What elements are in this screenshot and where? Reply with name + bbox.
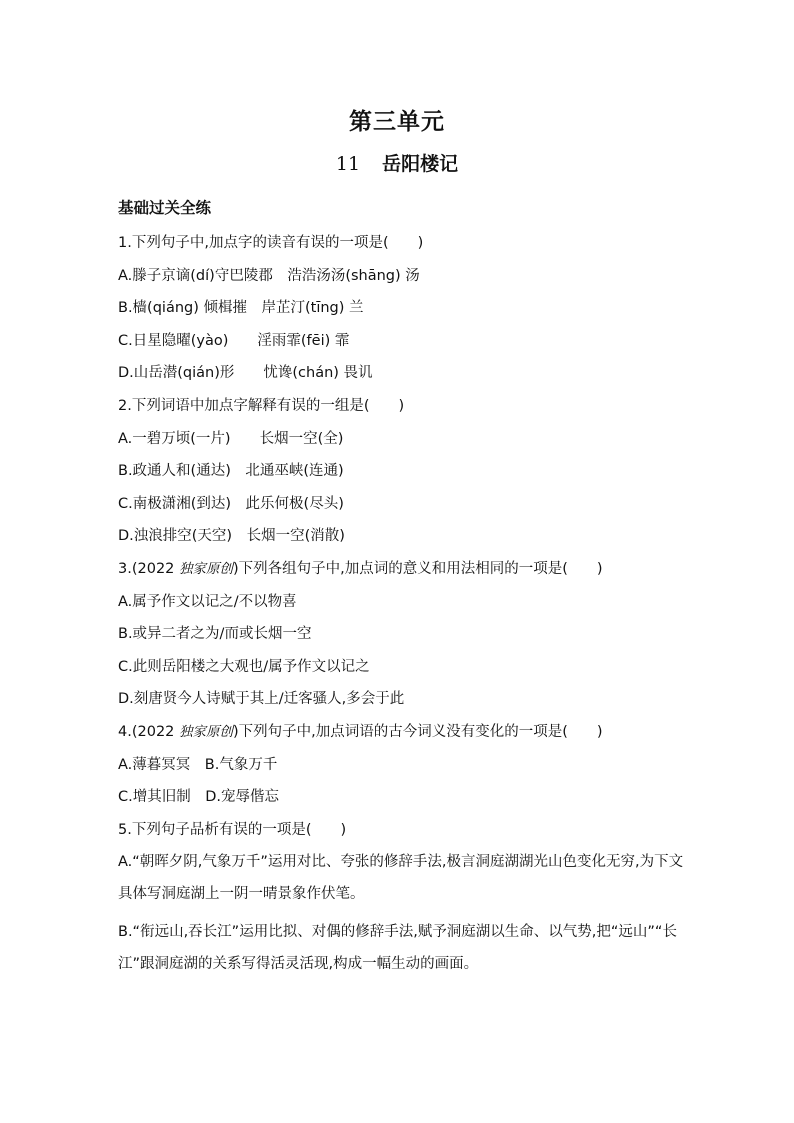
question-option: A.“朝晖夕阴,气象万千”运用对比、夸张的修辞手法,极言洞庭湖湖光山色变化无穷,为下文具体写洞庭湖上一阴一晴景象作伏笔。 xyxy=(118,854,684,903)
question-option: A.滕子京谪(dí)守巴陵郡 浩浩汤汤(shāng) 汤 xyxy=(118,267,420,284)
question-option: D.刻唐贤今人诗赋于其上/迁客骚人,多会于此 xyxy=(118,691,405,708)
source-tag: 独家原创 xyxy=(179,560,234,577)
question-stem: 2.下列词语中加点字解释有误的一组是( ) xyxy=(118,397,405,414)
section-heading: 基础过关全练 xyxy=(118,199,212,217)
question-option: D.浊浪排空(天空) 长烟一空(消散) xyxy=(118,528,345,545)
question-option: A.一碧万顷(一片) 长烟一空(全) xyxy=(118,430,344,447)
question-option: B.或异二者之为/而或长烟一空 xyxy=(118,626,312,643)
question-option: A.属予作文以记之/不以物喜 xyxy=(118,593,297,610)
question-stem-text: )下列各组句子中,加点词的意义和用法相同的一项是( ) xyxy=(233,560,603,577)
source-tag: 独家原创 xyxy=(179,723,234,740)
question-option: B.“衔远山,吞长江”运用比拟、对偶的修辞手法,赋予洞庭湖以生命、以气势,把“远山”“长江”跟洞庭湖的关系写得活灵活现,构成一幅生动的画面。 xyxy=(118,923,677,972)
question-option: C.南极潇湘(到达) 此乐何极(尽头) xyxy=(118,495,344,512)
question-list xyxy=(118,232,688,990)
question-option: C.日星隐曜(yào) 淫雨霏(fēi) 霏 xyxy=(118,332,350,349)
question-option: B.樯(qiáng) 倾楫摧 岸芷汀(tīng) 兰 xyxy=(118,300,364,317)
unit-title: 第三单元 xyxy=(349,109,445,135)
question-prefix: 3.(2022 xyxy=(118,560,180,577)
question-stem-text: )下列句子中,加点词语的古今词义没有变化的一项是( ) xyxy=(233,723,603,740)
question-stem: 1.下列句子中,加点字的读音有误的一项是( ) xyxy=(118,235,424,251)
question-prefix: 4.(2022 xyxy=(118,723,180,740)
lesson-number: 11 xyxy=(335,153,361,175)
question-option: B.政通人和(通达) 北通巫峡(连通) xyxy=(118,463,344,480)
lesson-name: 岳阳楼记 xyxy=(382,153,459,175)
question-option: A.薄暮冥冥 B.气象万千 xyxy=(118,756,278,773)
question-stem: 5.下列句子品析有误的一项是( ) xyxy=(118,821,347,838)
question-stem xyxy=(118,558,688,591)
lesson-title xyxy=(0,149,794,176)
question-stem xyxy=(118,721,688,754)
question-option: C.增其旧制 D.宠辱偕忘 xyxy=(118,789,280,806)
question-option: C.此则岳阳楼之大观也/属予作文以记之 xyxy=(118,658,370,675)
question-option: D.山岳潜(qián)形 忧谗(chán) 畏讥 xyxy=(118,365,373,382)
